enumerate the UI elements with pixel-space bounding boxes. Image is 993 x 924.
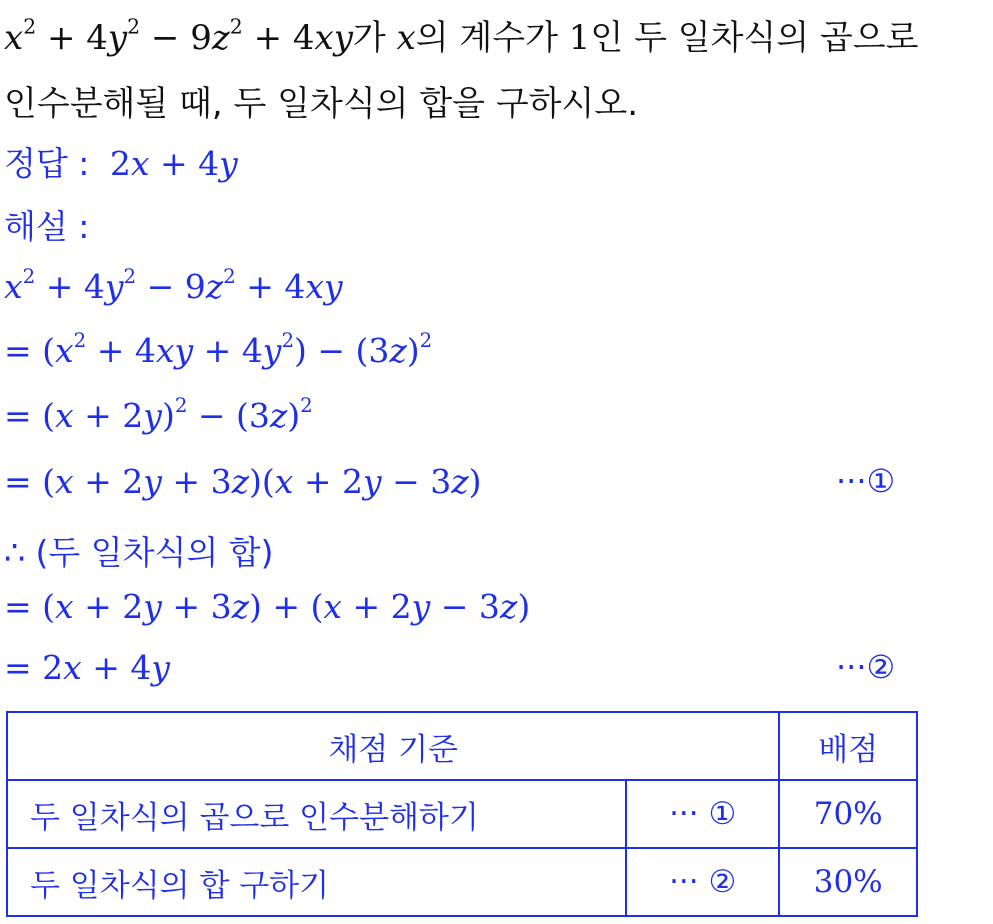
- step-4: = (x + 2y + 3z)(x + 2y − 3z): [4, 462, 482, 501]
- answer-line: [4, 138, 238, 185]
- grading-header-criteria: 채점 기준: [7, 712, 779, 780]
- question-text-a: 가: [352, 18, 386, 58]
- step-5: = (x + 2y + 3z) + (x + 2y − 3z): [4, 587, 531, 626]
- answer-value: 2x + 4y: [109, 144, 238, 183]
- therefore-line: ∴ (두 일차식의 합): [4, 533, 274, 572]
- grading-points: 30%: [779, 848, 917, 916]
- grading-header-row: [7, 712, 917, 780]
- grading-row: [7, 848, 917, 916]
- answer-label: 정답 :: [4, 144, 90, 183]
- step-1: $x^2 + 4y^2 - 9z^2 + 4xy$: [4, 265, 343, 306]
- step-2: = $(x^2 + 4xy + 4y^2) - (3z)^2$: [4, 329, 433, 370]
- grading-criteria: 두 일차식의 곱으로 인수분해하기: [7, 780, 626, 848]
- question-num: 1: [568, 18, 591, 58]
- step-4-mark: ···①: [836, 462, 896, 500]
- grading-row: [7, 780, 917, 848]
- grading-points: 70%: [779, 780, 917, 848]
- question-line-1: [4, 10, 918, 59]
- question-text-c: 인 두 일차식의 곱으로: [590, 18, 919, 58]
- step-3: = $(x + 2y)^2 - (3z)^2$: [4, 394, 313, 435]
- question-var: x: [396, 18, 416, 58]
- grading-mark: ··· ①: [626, 780, 779, 848]
- step-6-mark: ···②: [836, 648, 896, 686]
- step-6: = 2x + 4y: [4, 648, 171, 687]
- question-line-2: 인수분해될 때, 두 일차식의 합을 구하시오.: [4, 84, 638, 124]
- question-text-b: 의 계수가: [415, 18, 558, 58]
- grading-header-points: 배점: [779, 712, 917, 780]
- question-expression: $x^2 + 4y^2 - 9z^2 + 4xy$: [4, 14, 353, 58]
- explanation-label: 해설 :: [4, 207, 90, 246]
- grading-criteria: 두 일차식의 합 구하기: [7, 848, 626, 916]
- grading-table: [6, 711, 918, 917]
- grading-mark: ··· ②: [626, 848, 779, 916]
